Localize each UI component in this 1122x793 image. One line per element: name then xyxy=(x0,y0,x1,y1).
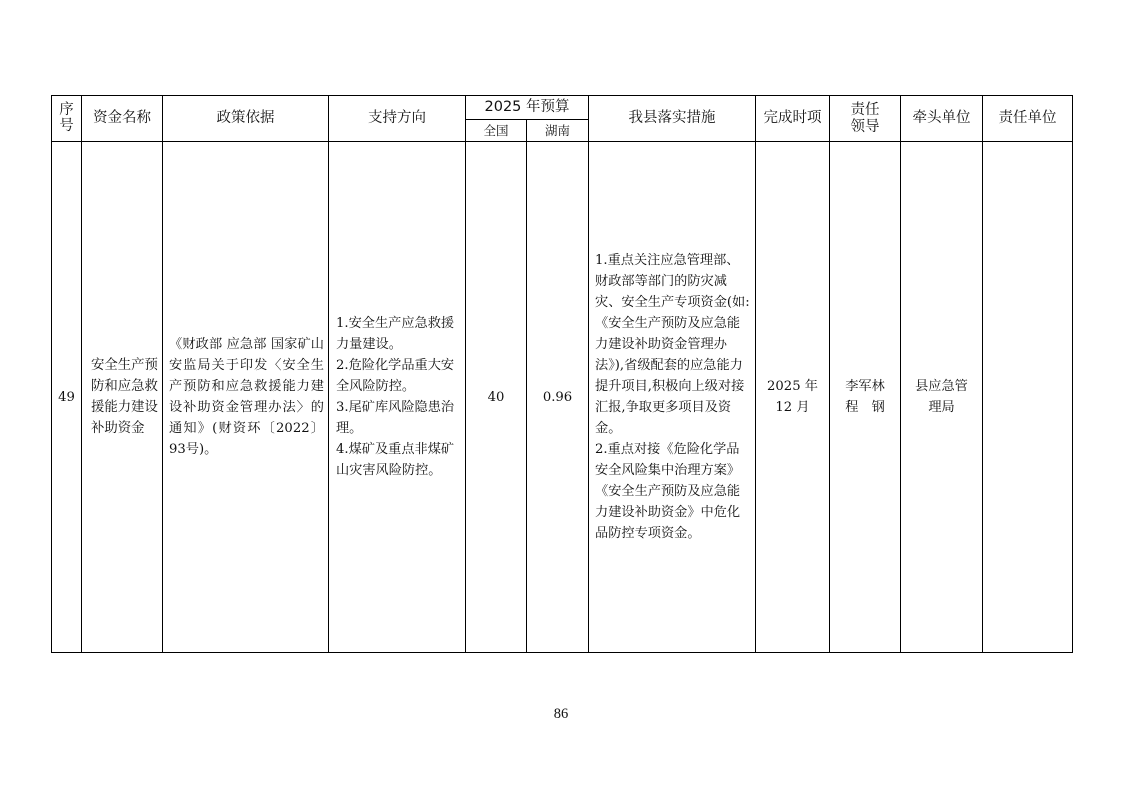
header-county-measures: 我县落实措施 xyxy=(589,96,756,142)
header-row xyxy=(52,96,1073,120)
lead-unit-text: 县应急管理局 xyxy=(915,379,968,415)
header-responsible-unit: 责任单位 xyxy=(983,96,1073,142)
fund-name-text: 安全生产预防和应急救援能力建设补助资金 xyxy=(91,358,158,436)
header-fund-name: 资金名称 xyxy=(82,96,163,142)
header-budget-hunan: 湖南 xyxy=(527,120,589,142)
cell-budget-hunan: 0.96 xyxy=(527,142,589,653)
header-budget-2025: 2025 年预算 xyxy=(466,96,589,120)
cell-seq: 49 xyxy=(52,142,82,653)
measure-item: 1.重点关注应急管理部、财政部等部门的防灾减灾、安全生产专项资金(如:《安全生产预防及应急能力建设补助资金管理办法》),省级配套的应急能力提升项目,积极向上级对接汇报,争取更多项目及资金。 xyxy=(595,253,750,436)
header-responsible-leader: 责任领导 xyxy=(830,96,901,142)
cell-fund-name xyxy=(82,142,163,653)
support-item: 1.安全生产应急救援力量建设。 xyxy=(336,316,455,352)
support-item: 4.煤矿及重点非煤矿山灾害风险防控。 xyxy=(336,442,455,478)
funding-table xyxy=(51,95,1073,653)
header-seq: 序号 xyxy=(52,96,82,142)
completion-year: 2025 年 xyxy=(767,379,818,394)
cell-budget-national: 40 xyxy=(466,142,527,653)
page-number: 86 xyxy=(553,706,569,722)
support-item: 2.危险化学品重大安全风险防控。 xyxy=(336,358,455,394)
support-item: 3.尾矿库风险隐患治理。 xyxy=(336,400,455,436)
header-support-direction: 支持方向 xyxy=(329,96,466,142)
leader-name: 李军林 xyxy=(845,379,885,394)
cell-county-measures xyxy=(589,142,756,653)
cell-responsible-leader xyxy=(830,142,901,653)
cell-lead-unit xyxy=(901,142,983,653)
measure-item: 2.重点对接《危险化学品安全风险集中治理方案》《安全生产预防及应急能力建设补助资金》中危化品防控专项资金。 xyxy=(595,442,741,541)
cell-responsible-unit xyxy=(983,142,1073,653)
header-completion-time: 完成时项 xyxy=(756,96,830,142)
leader-name: 程 钢 xyxy=(845,400,885,415)
cell-support-direction xyxy=(329,142,466,653)
header-lead-unit: 牵头单位 xyxy=(901,96,983,142)
header-budget-national: 全国 xyxy=(466,120,527,142)
header-policy-basis: 政策依据 xyxy=(163,96,329,142)
completion-month: 12 月 xyxy=(775,400,810,415)
cell-policy-basis xyxy=(163,142,329,653)
policy-basis-text: 《财政部 应急部 国家矿山安监局关于印发〈安全生产预防和应急救援能力建设补助资金管理办法〉的通知》(财资环〔2022〕93号)。 xyxy=(169,337,324,457)
cell-completion-time xyxy=(756,142,830,653)
table-row xyxy=(52,142,1073,653)
